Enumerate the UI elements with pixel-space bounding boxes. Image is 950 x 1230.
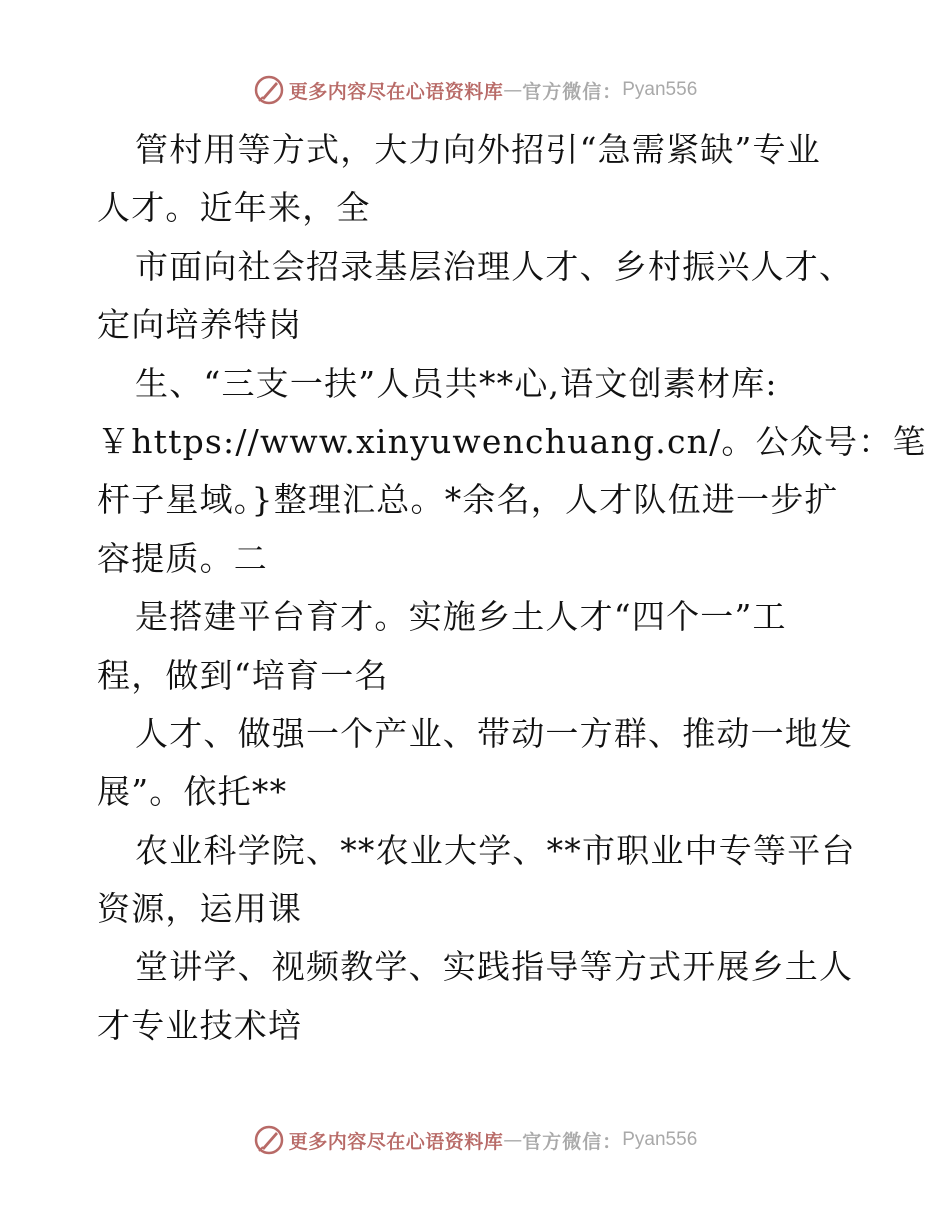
paragraph (97, 705, 857, 822)
text-line: 人才。近年来，全 (97, 188, 371, 228)
header-watermark (0, 70, 950, 110)
text-line: 人才、做强一个产业、带动一方群、推动一地发 (135, 713, 854, 753)
watermark-separator: — (503, 1129, 523, 1151)
watermark-wechat-id: Pyan556 (622, 79, 698, 100)
text-line: 管村用等方式，大力向外招引“急需紧缺”专业 (135, 130, 821, 169)
text-line: 展”。依托** (97, 772, 288, 812)
watermark-wechat-id: Pyan556 (622, 1129, 698, 1150)
text-line: 生、“三支一扶”人员共**心,语文创素材库: (135, 363, 778, 403)
paragraph (97, 238, 857, 355)
text-line: 农业科学院、**农业大学、**市职业中专等平台 (135, 830, 856, 870)
text-line: 资源，运用课 (97, 889, 303, 929)
watermark-separator: — (503, 79, 523, 101)
footer-watermark (0, 1120, 950, 1160)
paragraph (97, 822, 857, 939)
paragraph (97, 938, 857, 1055)
paragraph (97, 121, 857, 238)
text-line: 堂讲学、视频教学、实践指导等方式开展乡土人 (135, 947, 854, 987)
text-line: 程，做到“培育一名 (97, 655, 389, 695)
watermark-wechat-label: 官方微信： (522, 80, 623, 103)
text-line-url: ￥https://www.xinyuwenchuang.cn/。公众号：笔 (97, 421, 927, 461)
watermark-main-text: 更多内容尽在心语资料库 (288, 80, 504, 103)
text-line: 杆子星域。}整理汇总。*余名，人才队伍进一步扩 (97, 480, 839, 520)
paragraph (97, 588, 857, 705)
text-line: 市面向社会招录基层治理人才、乡村振兴人才、 (135, 246, 854, 286)
watermark-wechat-label: 官方微信： (522, 1130, 623, 1153)
document-body (97, 121, 927, 1055)
text-line: 才专业技术培 (97, 1005, 303, 1045)
quill-logo-icon (253, 1124, 285, 1156)
paragraph (97, 355, 927, 589)
text-line: 定向培养特岗 (97, 305, 303, 345)
text-line: 是搭建平台育才。实施乡土人才“四个一”工 (135, 597, 787, 637)
watermark-main-text: 更多内容尽在心语资料库 (288, 1130, 504, 1153)
text-line: 容提质。二 (97, 538, 268, 578)
quill-logo-icon (253, 74, 285, 106)
